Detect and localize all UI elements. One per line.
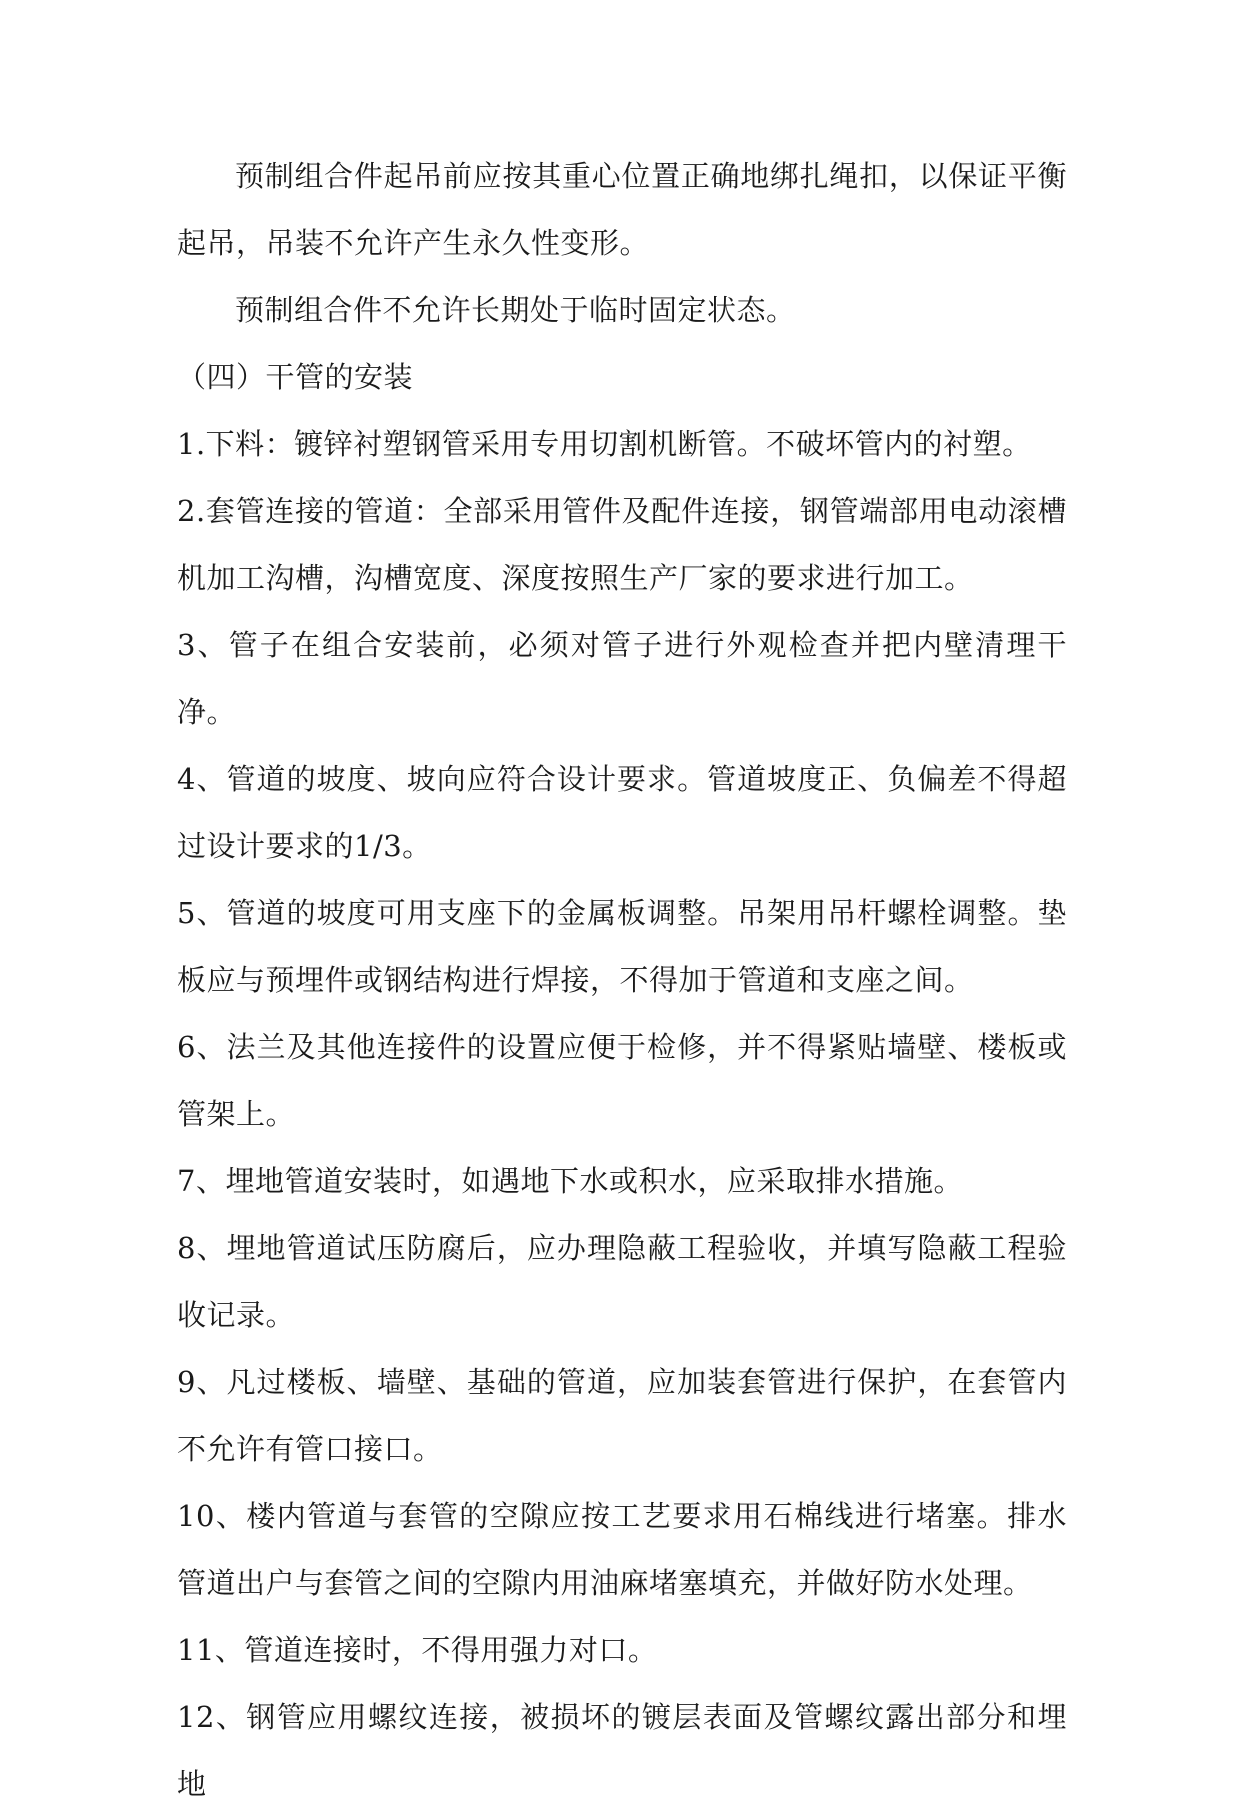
paragraph-temporary-fixing: 预制组合件不允许长期处于临时固定状态。 [235,293,796,327]
list-item-5: 5、管道的坡度可用支座下的金属板调整。吊架用吊杆螺栓调整。垫板应与预埋件或钢结构进行焊接，不得加于管道和支座之间。 [177,896,1067,997]
list-item-11: 11、管道连接时，不得用强力对口。 [177,1633,658,1667]
list-item-1: 1.下料：镀锌衬塑钢管采用专用切割机断管。不破坏管内的衬塑。 [177,427,1032,461]
body-text [177,143,1067,1818]
paragraph-lifting: 预制组合件起吊前应按其重心位置正确地绑扎绳扣，以保证平衡起吊，吊装不允许产生永久性变形。 [177,159,1067,260]
list-item-6: 6、法兰及其他连接件的设置应便于检修，并不得紧贴墙壁、楼板或管架上。 [177,1030,1067,1131]
list-item-9: 9、凡过楼板、墙壁、基础的管道，应加装套管进行保护，在套管内不允许有管口接口。 [177,1365,1067,1466]
list-item-4: 4、管道的坡度、坡向应符合设计要求。管道坡度正、负偏差不得超过设计要求的1/3。 [177,762,1067,863]
list-item-2: 2.套管连接的管道：全部采用管件及配件连接，钢管端部用电动滚槽机加工沟槽，沟槽宽度、深度按照生产厂家的要求进行加工。 [177,494,1067,595]
list-item-10: 10、楼内管道与套管的空隙应按工艺要求用石棉线进行堵塞。排水管道出户与套管之间的空隙内用油麻堵塞填充，并做好防水处理。 [177,1499,1067,1600]
section-heading: （四）干管的安装 [177,360,414,394]
list-item-3: 3、管子在组合安装前，必须对管子进行外观检查并把内壁清理干净。 [177,628,1067,729]
list-item-12: 12、钢管应用螺纹连接，被损坏的镀层表面及管螺纹露出部分和埋地 [177,1700,1067,1801]
list-item-8: 8、埋地管道试压防腐后，应办理隐蔽工程验收，并填写隐蔽工程验收记录。 [177,1231,1067,1332]
list-item-7: 7、埋地管道安装时，如遇地下水或积水，应采取排水措施。 [177,1164,963,1198]
